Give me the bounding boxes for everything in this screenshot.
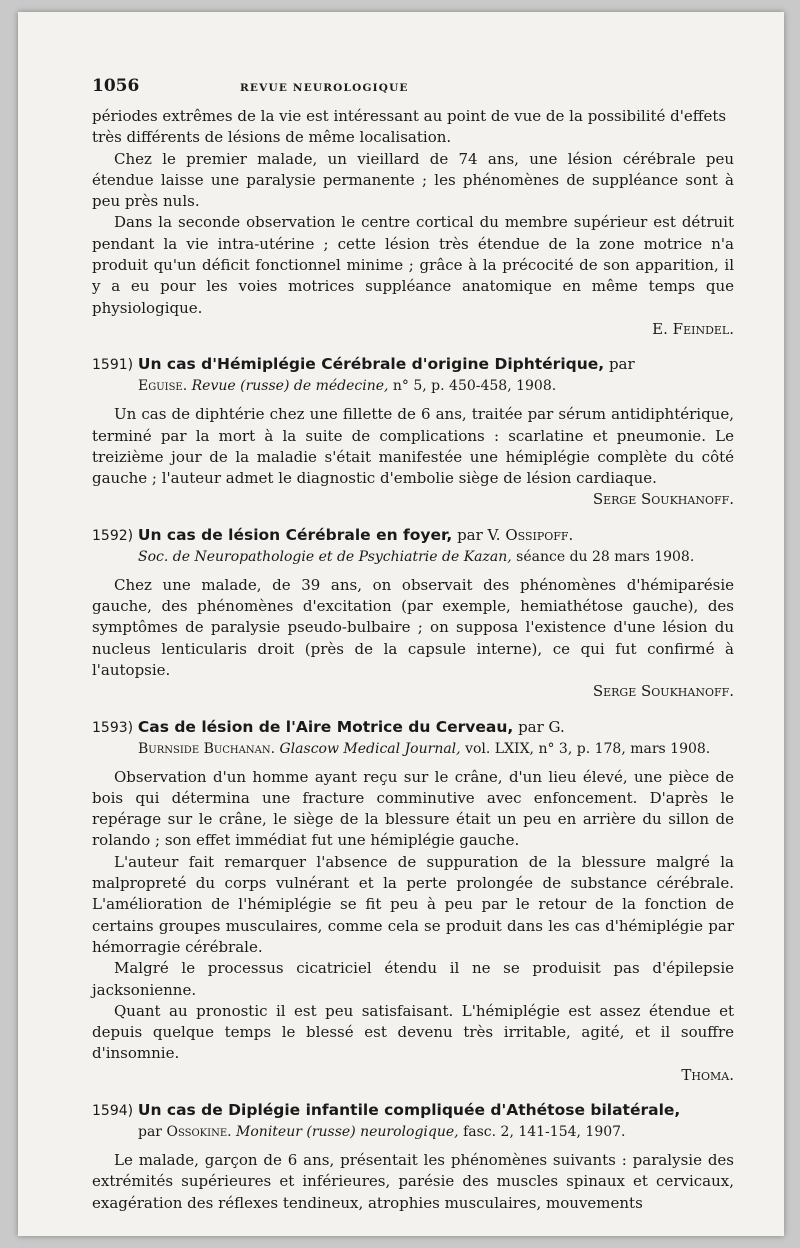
entry-citation	[92, 739, 734, 759]
entry-paragraph-text: Un cas de diphtérie chez une fillette de 6 ans, traitée par sérum antidiphtérique, terminé par la mort à la suite de complications : scarlatine et pneumonie. Le treizième jour de la maladie s'était manifestée une hémiplégie complète du côté gauche ; l'auteur admet le diagnostic d'embolie siège de lésion cardiaque.	[92, 405, 734, 488]
running-header	[92, 76, 734, 106]
signature: Serge Soukhanoff.	[592, 490, 734, 509]
entry-body	[92, 1150, 734, 1214]
scanned-page	[18, 12, 784, 1236]
entry-paragraph-text: Quant au pronostic il est peu satisfaisant. L'hémiplégie est assez étendue et depuis quelque temps le blessé est devenu très irritable, agité, et il souffre d'insomnie.	[92, 1001, 734, 1063]
entry-paragraph	[92, 1001, 734, 1086]
intro-paragraph-1: périodes extrêmes de la vie est intéressant au point de vue de la possibilité d'effets très différents de lésions de même localisation.	[92, 107, 727, 147]
abstract-entry	[92, 354, 734, 510]
entry-paragraph	[92, 404, 734, 510]
intro-paragraph-2: Chez le premier malade, un vieillard de 74 ans, une lésion cérébrale peu étendue laisse une paralysie permanente ; les phénomènes de suppléance sont à peu près nuls.	[92, 149, 734, 211]
entry-number: 1592)	[92, 527, 134, 544]
entry-details: séance du 28 mars 1908.	[516, 548, 695, 565]
entry-title: Un cas de Diplégie infantile compliquée d'Athétose bilatérale,	[137, 1100, 681, 1119]
signature: E. Feindel.	[652, 319, 734, 338]
entry-title: Un cas de lésion Cérébrale en foyer,	[137, 525, 453, 544]
entry-citation	[92, 1122, 734, 1142]
entry-source: Soc. de Neuropathologie et de Psychiatrie de Kazan,	[138, 548, 512, 565]
entry-heading	[92, 717, 734, 739]
entry-title: Un cas d'Hémiplégie Cérébrale d'origine Diphtérique,	[137, 355, 605, 374]
entry-heading	[92, 354, 734, 376]
entry-details: fasc. 2, 141-154, 1907.	[463, 1123, 626, 1140]
entry-paragraph: Malgré le processus cicatriciel étendu il ne se produisit pas d'épilepsie jacksonienne.	[92, 959, 734, 999]
entry-body	[92, 404, 734, 510]
intro-paragraph-3	[92, 212, 734, 340]
entry-details: n° 5, p. 450-458, 1908.	[392, 378, 557, 395]
entry-source: Glascow Medical Journal,	[279, 740, 461, 757]
entry-author: Ossipoff.	[505, 525, 574, 544]
page-number: 1056	[92, 76, 140, 96]
entry-author: Eguise.	[138, 378, 188, 395]
entry-source: Moniteur (russe) neurologique,	[236, 1123, 459, 1140]
entry-paragraph: L'auteur fait remarquer l'absence de suppuration de la blessure malgré la malpropreté du corps vulnérant et la perte prolongée de substance cérébrale. L'amélioration de l'hémiplégie se fit peu à peu par le retour de la fonction de certains groupes musculaires, comme cela se produit dans les cas d'hémiplégie par hémorragie cérébrale.	[92, 852, 734, 956]
entry-by: par	[608, 355, 635, 374]
page-content	[92, 76, 734, 1214]
entry-number: 1594)	[92, 1102, 134, 1119]
entry-paragraph-text: Chez une malade, de 39 ans, on observait des phénomènes d'hémiparésie gauche, des phénomènes d'excitation (par exemple, hemiathétose gauche), des symptômes de paralysie pseudo-bulbaire ; on supposa l'existence d'une lésion du nucleus lenticularis droit (près de la capsule interne), ce qui fut confirmé à l'autopsie.	[92, 575, 734, 679]
entry-paragraph: Observation d'un homme ayant reçu sur le crâne, d'un lieu élevé, une pièce de bois qui détermina une fracture comminutive avec enfoncement. D'après le repérage sur le crâne, le siège de la blessure était un peu en arrière du sillon de rolando ; son effet immédiat fut une hémiplégie gauche.	[92, 767, 734, 850]
entry-number: 1591)	[92, 357, 134, 374]
journal-title: REVUE NEUROLOGIQUE	[240, 82, 409, 94]
signature: Thoma.	[681, 1065, 734, 1084]
entry-by: par V.	[457, 525, 501, 544]
entry-author: Burnside Buchanan.	[138, 740, 276, 757]
entry-citation	[92, 547, 734, 567]
abstract-entry	[92, 525, 734, 703]
abstract-entry	[92, 1100, 734, 1214]
entry-body	[92, 767, 734, 1086]
entry-by: par	[138, 1123, 163, 1140]
abstract-entry	[92, 717, 734, 1086]
intro-section	[92, 106, 734, 340]
entry-heading	[92, 525, 734, 547]
entry-paragraph: Le malade, garçon de 6 ans, présentait les phénomènes suivants : paralysie des extrémités supérieures et inférieures, parésie des muscles spinaux et cervicaux, exagération des réflexes tendineux, atrophies musculaires, mouvements	[92, 1150, 734, 1212]
entry-details: vol. LXIX, n° 3, p. 178, mars 1908.	[465, 740, 711, 757]
entry-title: Cas de lésion de l'Aire Motrice du Cerveau,	[137, 717, 514, 736]
entry-paragraph	[92, 575, 734, 703]
entry-by: par G.	[518, 717, 565, 736]
entry-author: Ossokine.	[166, 1123, 232, 1140]
signature: Serge Soukhanoff.	[592, 682, 734, 701]
entry-number: 1593)	[92, 719, 134, 736]
entry-heading	[92, 1100, 734, 1122]
intro-paragraph-3-text: Dans la seconde observation le centre cortical du membre supérieur est détruit pendant la vie intra-utérine ; cette lésion très étendue de la zone motrice n'a produit qu'un déficit fonctionnel minime ; grâce à la précocité de son apparition, il y a eu pour les voies motrices suppléance anatomique en même temps que physiologique.	[92, 213, 734, 317]
entry-body	[92, 575, 734, 703]
entry-citation	[92, 376, 734, 396]
entry-source: Revue (russe) de médecine,	[191, 378, 389, 395]
